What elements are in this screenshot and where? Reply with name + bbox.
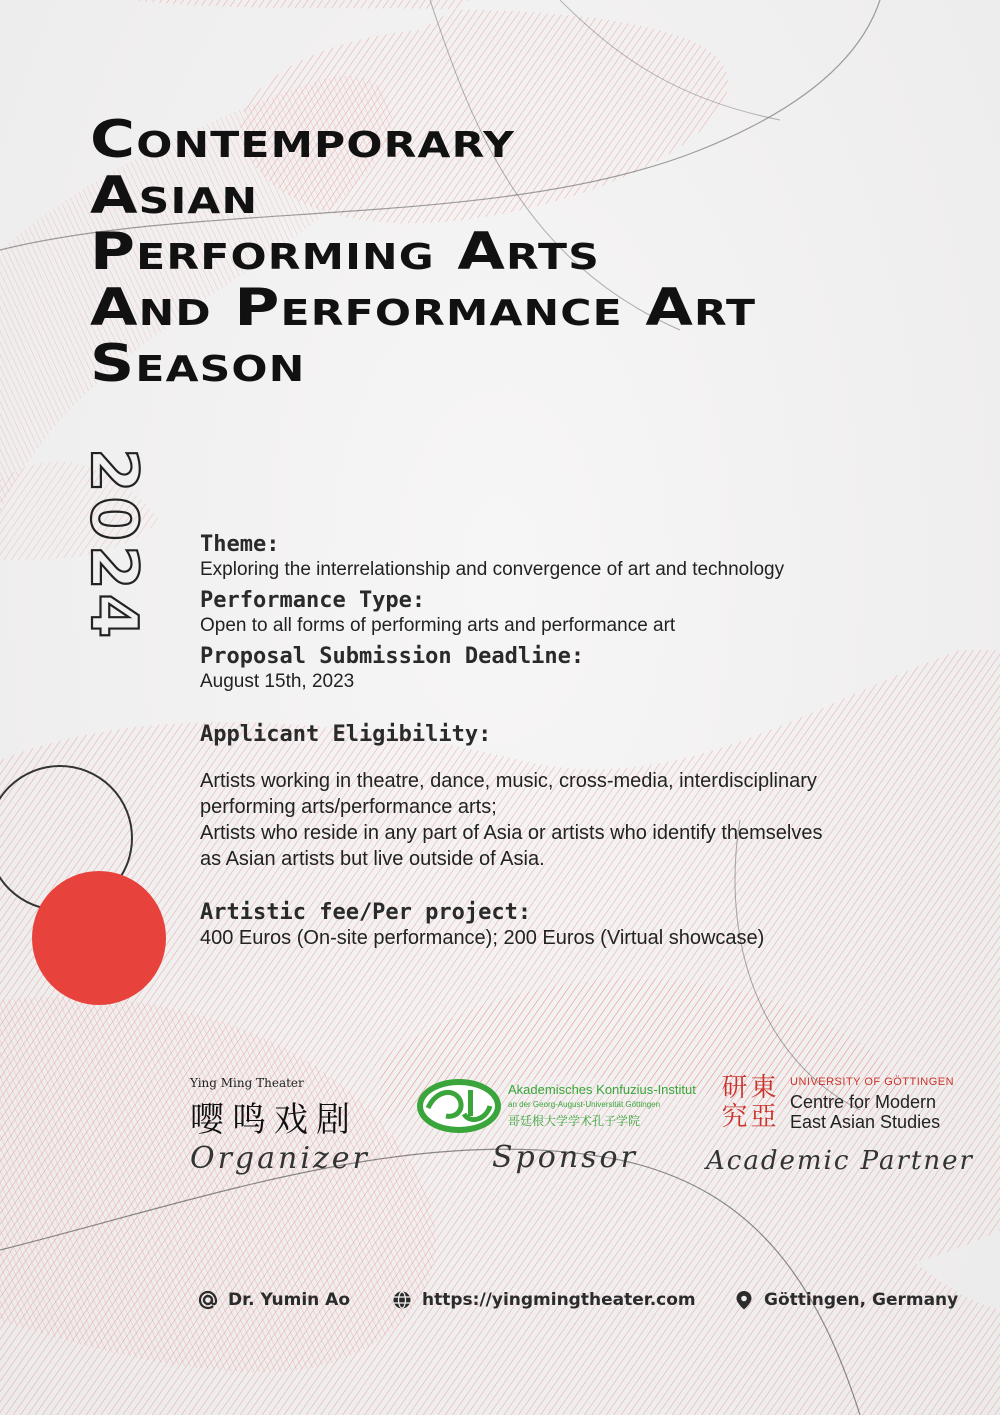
globe-icon [392, 1290, 412, 1310]
eligibility-line: Artists who reside in any part of Asia or artists who identify themselves [200, 822, 823, 844]
footer-website[interactable] [392, 1290, 696, 1310]
partner-line2: East Asian Studies [790, 1112, 941, 1132]
seal-character: 亞 [750, 1102, 777, 1132]
year-vertical [76, 448, 150, 708]
sponsor-role: Sponsor [492, 1140, 638, 1175]
sponsor-sub: an der Georg-August-Universität Göttingen [508, 1100, 661, 1109]
seal-character: 研 [721, 1073, 748, 1103]
fee-label: Artistic fee/Per project: [200, 900, 532, 925]
organizer-logo [190, 1076, 390, 1176]
type-text: Open to all forms of performing arts and performance art [200, 615, 676, 636]
title-line: Asian [90, 166, 259, 226]
type-label: Performance Type: [200, 588, 426, 613]
deadline-label: Proposal Submission Deadline: [200, 644, 585, 669]
title-line: Season [90, 334, 306, 394]
info-section [200, 532, 980, 950]
logos-row [0, 1070, 1000, 1190]
eligibility-line: Artists working in theatre, dance, music, cross-media, interdisciplinary [200, 770, 817, 792]
organizer-name: Ying Ming Theater [190, 1076, 304, 1090]
seal-character: 東 [750, 1073, 777, 1103]
poster-title [90, 112, 756, 392]
website-link[interactable]: https://yingmingtheater.com [422, 1290, 696, 1310]
theme-label: Theme: [200, 532, 280, 557]
organizer-role: Organizer [190, 1141, 370, 1176]
footer-contact [198, 1290, 350, 1310]
partner-role: Academic Partner [706, 1146, 974, 1176]
title-line: Contemporary [90, 110, 516, 170]
location-text: Göttingen, Germany [764, 1290, 959, 1310]
confucius-institute-icon [416, 1078, 502, 1134]
seal-character: 究 [721, 1102, 748, 1132]
title-line: And Performance Art [90, 278, 757, 338]
red-circle [32, 871, 166, 1005]
contact-name: Dr. Yumin Ao [228, 1290, 351, 1310]
title-line: Performing Arts [90, 222, 600, 282]
organizer-chinese: 嘤鸣戏剧 [190, 1100, 358, 1140]
eligibility-line: as Asian artists but live outside of Asia. [200, 848, 545, 870]
fee-text: 400 Euros (On-site performance); 200 Euros (Virtual showcase) [200, 927, 765, 949]
sponsor-chinese: 哥廷根大学学术孔子学院 [508, 1114, 641, 1128]
seal-icon [720, 1074, 778, 1132]
year-text: 2024 [76, 448, 150, 643]
partner-line1: Centre for Modern [790, 1092, 937, 1112]
partner-university: UNIVERSITY OF GÖTTINGEN [790, 1076, 955, 1088]
sponsor-name: Akademisches Konfuzius-Institut [508, 1082, 696, 1097]
footer-location [734, 1290, 958, 1310]
footer [0, 1290, 1000, 1320]
deadline-text: August 15th, 2023 [200, 671, 355, 692]
at-icon [198, 1290, 218, 1310]
eligibility-text [200, 768, 980, 872]
theme-text: Exploring the interrelationship and convergence of art and technology [200, 559, 785, 580]
location-pin-icon [734, 1290, 754, 1310]
eligibility-line: performing arts/performance arts; [200, 796, 497, 818]
eligibility-label: Applicant Eligibility: [200, 722, 492, 747]
